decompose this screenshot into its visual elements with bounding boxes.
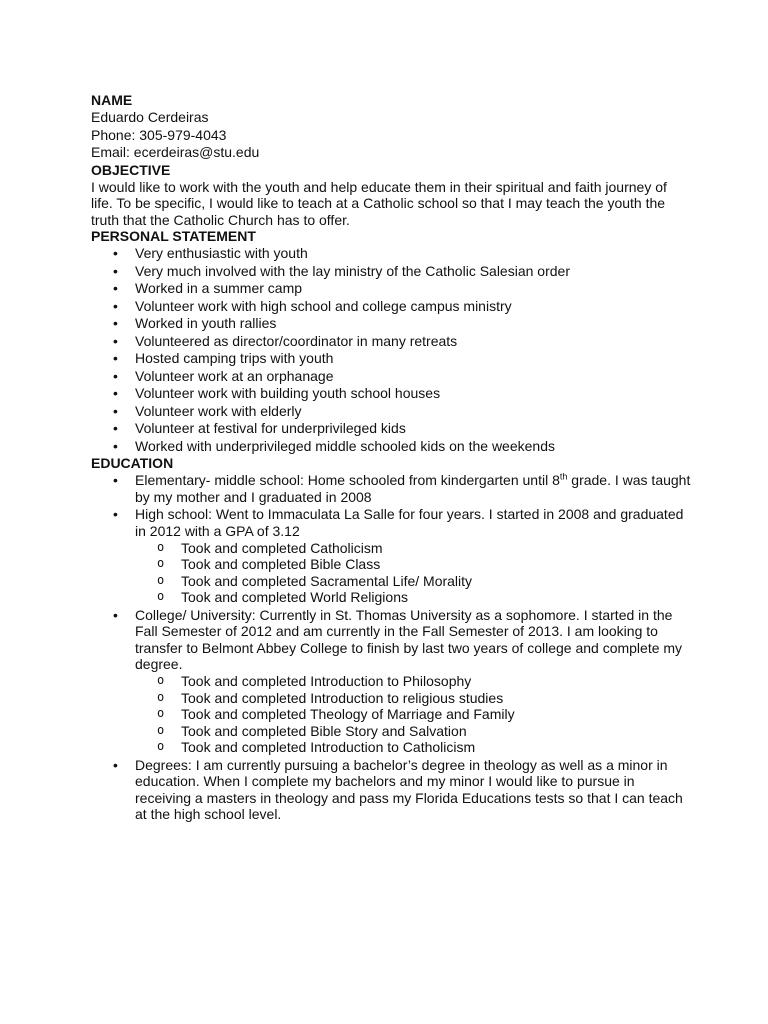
college-text: College/ University: Currently in St. Thomas University as a sophomore. I started in the Fall Semester of 2012 and am currently in the Fall Semester of 2013. I am looking to transfer to Belmont Abbey College to finish by last two years of college and complete my degree. <box>135 606 683 673</box>
education-list <box>91 472 691 823</box>
list-item: • Volunteer work at an orphanage <box>91 368 691 386</box>
list-item: • Worked with underprivileged middle schooled kids on the weekends <box>91 438 691 456</box>
list-item: • Volunteered as director/coordinator in many retreats <box>91 333 691 351</box>
degrees-text: Degrees: I am currently pursuing a bachelor’s degree in theology as well as a minor in education. When I complete my bachelors and my minor I would like to pursue in receiving a masters in theology and pass my Florida Educations tests so that I can teach at the high school level. <box>135 756 683 823</box>
objective-text: I would like to work with the youth and help educate them in their spiritual and faith journey of life. To be specific, I would like to teach at a Catholic school so that I may teach the youth the truth that the Catholic Church has to offer. <box>91 178 667 228</box>
course-item: o Took and completed Introduction to Philosophy <box>135 673 691 690</box>
personal-statement-heading: PERSONAL STATEMENT <box>91 228 256 245</box>
course-item: o Took and completed World Religions <box>135 589 691 606</box>
education-high-school <box>91 506 691 605</box>
personal-statement-list <box>91 245 691 455</box>
course-item: o Took and completed Introduction to Catholicism <box>135 739 691 756</box>
list-item: • Volunteer work with elderly <box>91 403 691 421</box>
list-item: • Worked in a summer camp <box>91 280 691 298</box>
name-heading: NAME <box>91 92 133 108</box>
course-item: o Took and completed Bible Class <box>135 556 691 573</box>
list-item: • Volunteer at festival for underprivileged kids <box>91 420 691 438</box>
education-degrees <box>91 757 691 823</box>
contact-phone: Phone: 305-979-4043 <box>91 126 227 143</box>
resume-content <box>91 92 691 824</box>
college-courses <box>135 673 691 756</box>
education-heading: EDUCATION <box>91 455 174 472</box>
elementary-text: Elementary- middle school: Home schooled from kindergarten until 8 <box>135 472 560 489</box>
contact-email: Email: ecerdeiras@stu.edu <box>91 144 260 160</box>
course-item: o Took and completed Sacramental Life/ Morality <box>135 573 691 590</box>
course-item: o Took and completed Introduction to religious studies <box>135 690 691 707</box>
contact-block <box>91 109 691 162</box>
education-elementary <box>91 472 691 505</box>
list-item: • Very much involved with the lay ministry of the Catholic Salesian order <box>91 263 691 281</box>
high-school-text: High school: Went to Immaculata La Salle for four years. I started in 2008 and graduated in 2012 with a GPA of 3.12 <box>135 506 684 540</box>
course-item: o Took and completed Theology of Marriage and Family <box>135 706 691 723</box>
high-school-courses <box>135 540 691 606</box>
course-item: o Took and completed Catholicism <box>135 540 691 557</box>
list-item: • Very enthusiastic with youth <box>91 245 691 263</box>
objective-heading: OBJECTIVE <box>91 161 171 178</box>
list-item: • Worked in youth rallies <box>91 315 691 333</box>
list-item: • Volunteer work with high school and college campus ministry <box>91 298 691 316</box>
ordinal-suffix: th <box>559 471 568 482</box>
list-item: • Hosted camping trips with youth <box>91 350 691 368</box>
list-item: • Volunteer work with building youth school houses <box>91 385 691 403</box>
elementary-text-continued: grade. I was taught by my mother and I graduated in 2008 <box>135 472 691 505</box>
education-college <box>91 607 691 756</box>
course-item: o Took and completed Bible Story and Salvation <box>135 723 691 740</box>
contact-name: Eduardo Cerdeiras <box>91 109 209 125</box>
